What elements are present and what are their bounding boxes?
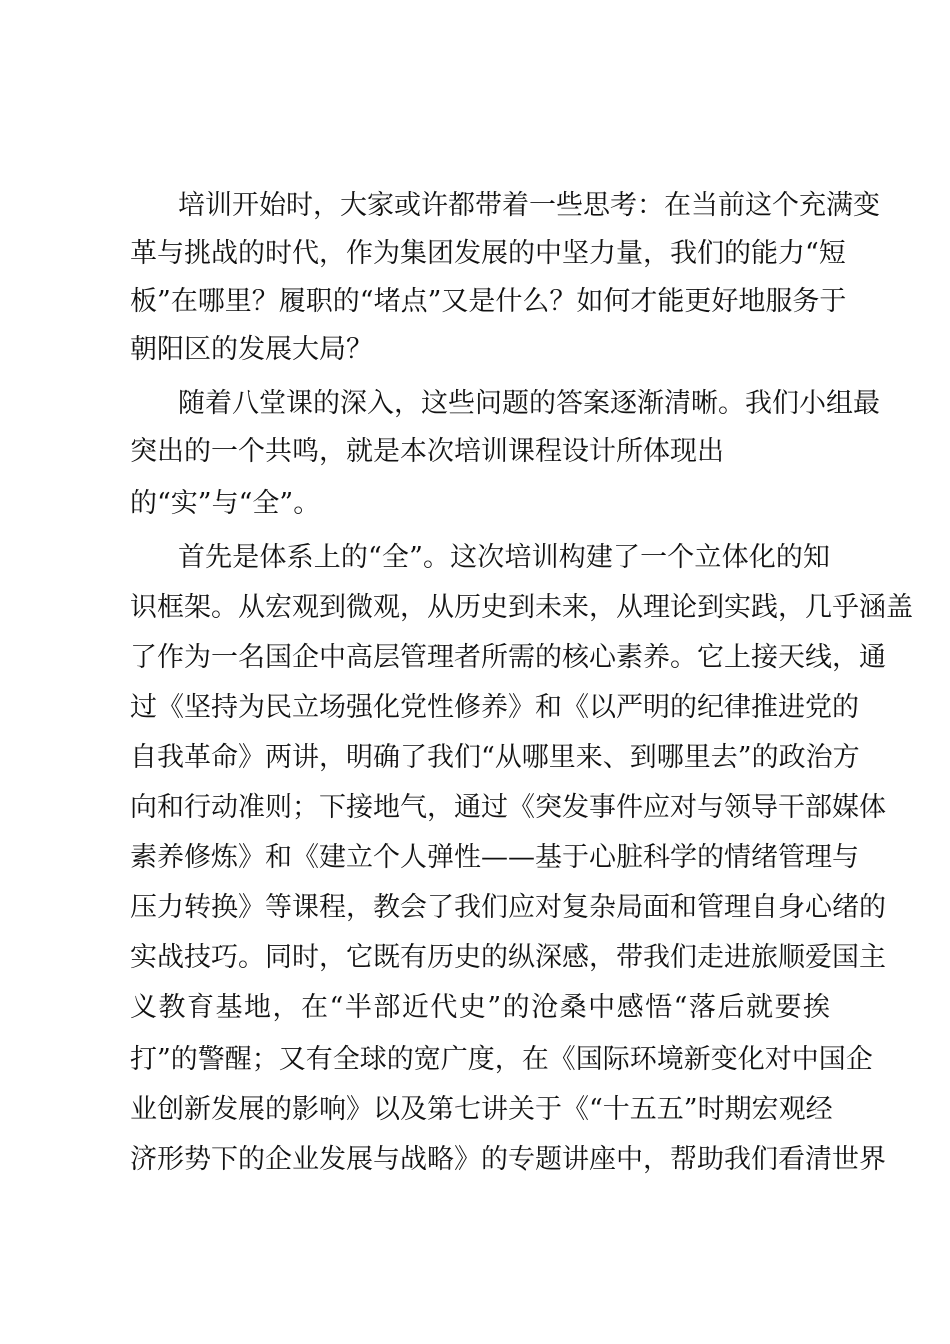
paragraph-1-line-3: 板”在哪里？履职的“堵点”又是什么？如何才能更好地服务于 — [130, 286, 847, 317]
paragraph-3-line-4: 过《坚持为民立场强化党性修养》和《以严明的纪律推进党的 — [130, 692, 859, 723]
paragraph-3-line-1: 首先是体系上的“全”。这次培训构建了一个立体化的知 — [178, 542, 830, 573]
paragraph-3-line-6: 向和行动准则；下接地气，通过《突发事件应对与领导干部媒体 — [130, 792, 886, 823]
paragraph-3-line-12: 业创新发展的影响》以及第七讲关于《“十五五”时期宏观经 — [130, 1094, 833, 1125]
paragraph-3-line-9: 实战技巧。同时，它既有历史的纵深感，带我们走进旅顺爱国主 — [130, 942, 886, 973]
paragraph-3-line-3: 了作为一名国企中高层管理者所需的核心素养。它上接天线，通 — [130, 642, 886, 673]
paragraph-3-line-2: 识框架。从宏观到微观，从历史到未来，从理论到实践，几乎涵盖 — [130, 592, 913, 623]
paragraph-3-line-5: 自我革命》两讲，明确了我们“从哪里来、到哪里去”的政治方 — [130, 742, 860, 773]
paragraph-2-line-2: 突出的一个共鸣，就是本次培训课程设计所体现出 — [130, 436, 724, 467]
paragraph-3-line-7: 素养修炼》和《建立个人弹性——基于心脏科学的情绪管理与 — [130, 842, 859, 873]
paragraph-1-line-1: 培训开始时，大家或许都带着一些思考：在当前这个充满变 — [178, 190, 880, 221]
paragraph-1-line-4: 朝阳区的发展大局？ — [130, 334, 373, 365]
paragraph-3-line-11: 打”的警醒；又有全球的宽广度，在《国际环境新变化对中国企 — [130, 1044, 873, 1075]
paragraph-3-line-8: 压力转换》等课程，教会了我们应对复杂局面和管理自身心绪的 — [130, 892, 886, 923]
paragraph-3-line-13: 济形势下的企业发展与战略》的专题讲座中，帮助我们看清世界 — [130, 1144, 886, 1175]
paragraph-2-line-1: 随着八堂课的深入，这些问题的答案逐渐清晰。我们小组最 — [178, 388, 880, 419]
paragraph-1-line-2: 革与挑战的时代，作为集团发展的中坚力量，我们的能力“短 — [130, 238, 846, 269]
paragraph-3-line-10: 义教育基地，在“半部近代史”的沧桑中感悟“落后就要挨 — [130, 992, 830, 1023]
paragraph-2-line-3: 的“实”与“全”。 — [130, 488, 321, 519]
